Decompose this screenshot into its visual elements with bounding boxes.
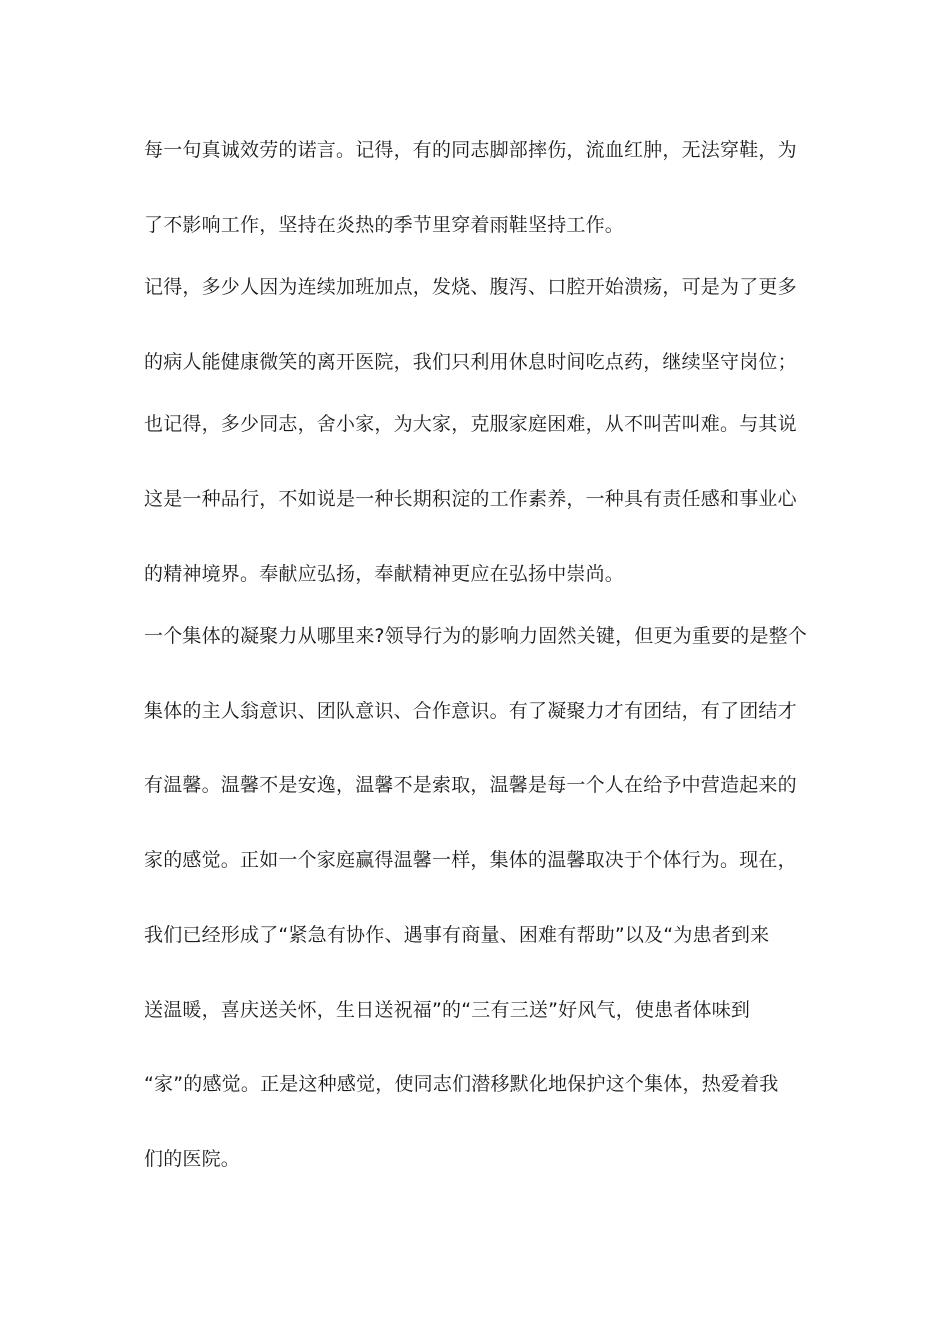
text-line: 我们已经形成了“紧急有协作、遇事有商量、困难有帮助”以及“为患者到来: [144, 924, 770, 946]
text-line: 们的医院。: [144, 1148, 241, 1170]
text-line: 每一句真诚效劳的诺言。记得，有的同志脚部摔伤，流血红肿，无法穿鞋，为: [144, 139, 797, 161]
text-line: 有温馨。温馨不是安逸，温馨不是索取，温馨是每一个人在给予中营造起来的: [144, 774, 797, 796]
text-line: 了不影响工作，坚持在炎热的季节里穿着雨鞋坚持工作。: [144, 214, 625, 236]
text-line: 也记得，多少同志，舍小家，为大家，克服家庭困难，从不叫苦叫难。与其说: [144, 413, 797, 435]
text-line: 送温暖，喜庆送关怀，生日送祝福”的“三有三送”好风气，使患者体味到: [144, 999, 751, 1021]
text-line: 集体的主人翁意识、团队意识、合作意识。有了凝聚力才有团结，有了团结才: [144, 700, 797, 722]
text-line: 这是一种品行，不如说是一种长期积淀的工作素养，一种具有责任感和事业心: [144, 488, 797, 510]
text-line: 家的感觉。正如一个家庭赢得温馨一样，集体的温馨取决于个体行为。现在，: [144, 849, 797, 871]
text-line: 一个集体的凝聚力从哪里来?领导行为的影响力固然关键，但更为重要的是整个: [144, 625, 808, 647]
text-line: “家”的感觉。正是这种感觉，使同志们潜移默化地保护这个集体，热爱着我: [144, 1073, 779, 1095]
text-line: 记得，多少人因为连续加班加点，发烧、腹泻、口腔开始溃疡，可是为了更多: [144, 276, 797, 298]
text-line: 的精神境界。奉献应弘扬，奉献精神更应在弘扬中崇尚。: [144, 563, 625, 585]
text-line: 的病人能健康微笑的离开医院，我们只利用休息时间吃点药，继续坚守岗位；: [144, 351, 797, 373]
